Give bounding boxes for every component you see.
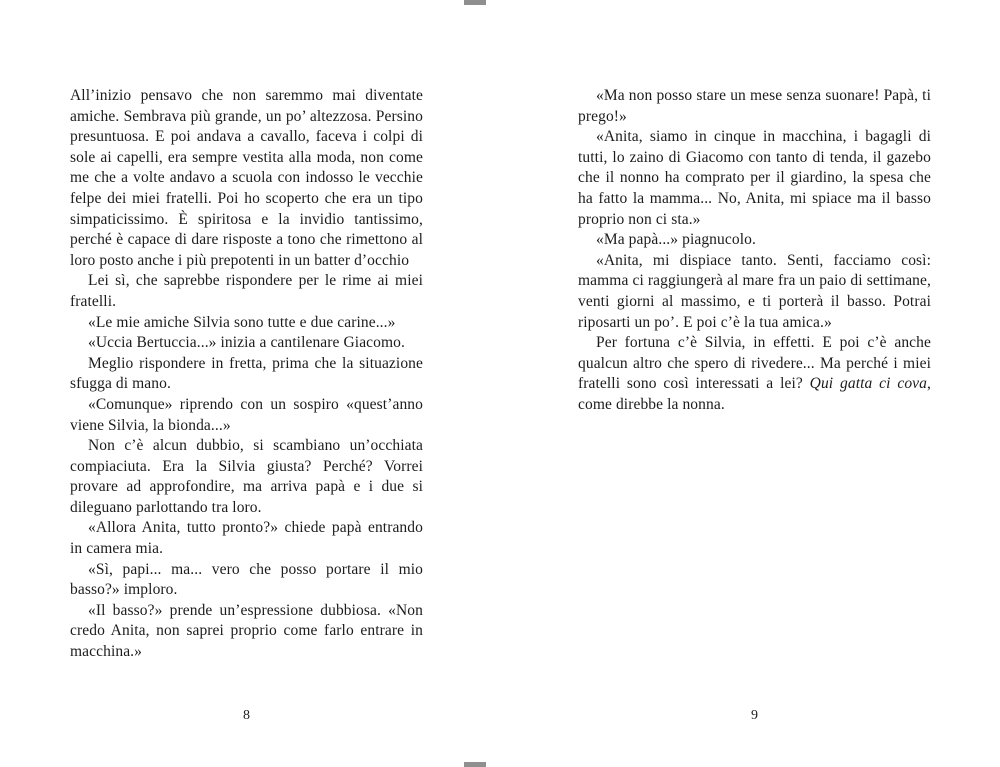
page-number-right: 9 — [751, 708, 758, 723]
page-left-text-block — [70, 86, 423, 663]
page-number-left: 8 — [243, 708, 250, 723]
text-run: «Comunque» riprendo con un sospiro «quest’anno viene Silvia, la bionda...» — [70, 395, 423, 434]
text-run: «Il basso?» prende un’espressione dubbiosa. «Non credo Anita, non saprei proprio come farlo entrare in macchina.» — [70, 601, 423, 661]
paragraph — [70, 354, 423, 395]
text-run: «Sì, papi... ma... vero che posso portare il mio basso?» imploro. — [70, 560, 423, 599]
text-run: , come direbbe la nonna. — [578, 375, 931, 413]
paragraph — [70, 333, 423, 354]
italic-text-run: Qui gatta ci cova — [809, 375, 928, 393]
paragraph — [70, 395, 423, 436]
paragraph — [70, 86, 423, 271]
paragraph — [578, 127, 931, 230]
text-run: «Ma non posso stare un mese senza suonare! Papà, ti prego!» — [578, 87, 931, 125]
text-run: Non c’è alcun dubbio, si scambiano un’occhiata compiaciuta. Era la Silvia giusta? Perché? Vorrei provare ad approfondire, ma arriva papà e i due si dileguano parlottando tra loro. — [70, 437, 423, 516]
paragraph — [578, 230, 931, 251]
text-run: «Allora Anita, tutto pronto?» chiede papà entrando in camera mia. — [70, 519, 423, 558]
paragraph — [70, 436, 423, 518]
paragraph — [70, 313, 423, 334]
paragraph — [70, 271, 423, 312]
text-run: «Uccia Bertuccia...» inizia a cantilenare Giacomo. — [88, 334, 405, 352]
paragraph — [578, 251, 931, 333]
text-run: «Anita, mi dispiace tanto. Senti, facciamo così: mamma ci raggiungerà al mare fra un paio di settimane, venti giorni al massimo, e ti porterà il basso. Potrai riposarti un po’. E poi c’è la tua amica.» — [578, 251, 931, 331]
text-run: «Ma papà...» piagnucolo. — [596, 231, 756, 249]
paragraph — [70, 601, 423, 663]
paragraph — [578, 86, 931, 127]
adjacent-spread-edge-bottom — [464, 762, 486, 767]
text-run: All’inizio pensavo che non saremmo mai diventate amiche. Sembrava più grande, un po’ altezzosa. Persino presuntuosa. E poi andava a cavallo, faceva i colpi di sole ai capelli, era sempre vestita alla moda, non come me che a volte andavo a scuola con indosso le vecchie felpe dei miei fratelli. Poi ho scoperto che era un tipo simpaticissimo. È spiritosa e la invidio tantissimo, perché è capace di dare risposte a tono che rimettono al loro posto anche i più prepotenti in un batter d’occhio — [70, 87, 423, 269]
paragraph — [70, 518, 423, 559]
text-run: Lei sì, che saprebbe rispondere per le rime ai miei fratelli. — [70, 272, 423, 310]
text-run: «Le mie amiche Silvia sono tutte e due carine...» — [88, 313, 396, 331]
page-right-text-block — [578, 86, 931, 416]
paragraph — [70, 560, 423, 601]
text-run: Meglio rispondere in fretta, prima che la situazione sfugga di mano. — [70, 354, 423, 393]
paragraph — [578, 333, 931, 415]
adjacent-spread-edge-top — [464, 0, 486, 5]
text-run: «Anita, siamo in cinque in macchina, i bagagli di tutti, lo zaino di Giacomo con tanto di tenda, il gazebo che il nonno ha comprato per il giardino, la spesa che ha fatto la mamma... No, Anita, mi spiace ma il basso proprio non ci sta.» — [578, 128, 931, 228]
text-run: Per fortuna c’è Silvia, in effetti. E poi c’è anche qualcun altro che spero di rivedere... Ma perché i miei fratelli sono così interessati a lei? — [578, 334, 931, 393]
